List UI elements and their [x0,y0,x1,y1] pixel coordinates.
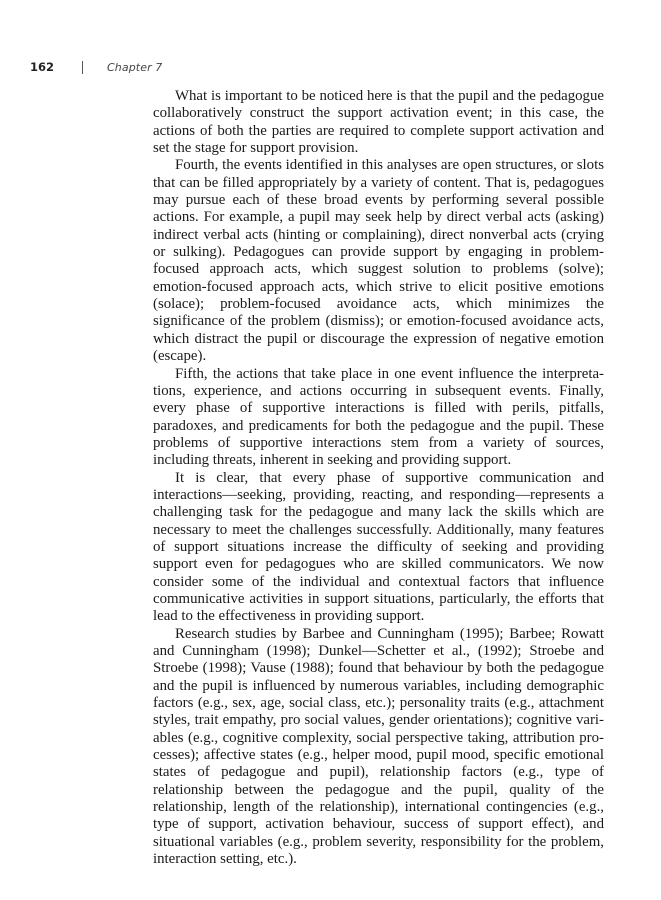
running-header [30,60,162,74]
header-divider [82,61,83,74]
paragraph: What is important to be noticed here is that the pupil and the pedagogue collaboratively construct the support activation event; in this case, the actions of both the parties are required to complete support activation and set the stage for support provision. [153,88,604,157]
page-number: 162 [30,60,55,74]
paragraph: It is clear, that every phase of supportive communication and interactions—seeking, providing, reacting, and responding—represents a challenging task for the pedagogue and many lack the skills which are necessary to meet the challenges successfully. Additionally, many features of support situations increase the difficulty of seeking and providing support even for pedagogues who are skilled communicators. We now consider some of the individual and contextual factors that influence communicative activities in support situations, particularly, the efforts that lead to the effectiveness in providing support. [153,469,604,625]
paragraph: Fifth, the actions that take place in one event influence the interpretations, experience, and actions occurring in subsequent events. Finally, every phase of supportive interactions is filled with perils, pitfalls, paradoxes, and predicaments for both the pedagogue and the pupil. These problems of supportive interactions stem from a variety of sources, including threats, inherent in seeking and providing support. [153,365,604,469]
paragraph: Research studies by Barbee and Cunningham (1995); Barbee; Rowatt and Cunningham (1998); Dunkel—Schetter et al., (1992); Stroebe and Stroebe (1998); Vause (1988); found that behaviour by both the pedagogue and the pupil is influenced by numerous variables, including demographic factors (e.g., sex, age, social class, etc.); personality traits (e.g., attachment styles, trait empathy, pro social values, gender orientations); cognitive variables (e.g., cognitive complexity, social perspective taking, attribution processes); affective states (e.g., helper mood, pupil mood, specific emotional states of pedagogue and pupil), relationship factors (e.g., type of relationship between the pedagogue and the pupil, quality of the relationship, length of the relationship), international contingencies (e.g., type of support, activation behaviour, success of support effect), and situational variables (e.g., problem severity, responsibility for the problem, interaction setting, etc.). [153,625,604,868]
paragraph: Fourth, the events identified in this analyses are open structures, or slots that can be filled appropriately by a variety of content. That is, pedagogues may pursue each of these broad events by performing several possible actions. For example, a pupil may seek help by direct verbal acts (asking) indirect verbal acts (hinting or complaining), direct nonverbal acts (crying or sulking). Pedagogues can provide support by engaging in problem-focused approach acts, which suggest solution to problems (solve); emotion-focused approach acts, which strive to elicit positive emotions (solace); problem-focused avoidance acts, which minimizes the significance of the problem (dismiss); or emotion-focused avoidance acts, which distract the pupil or discourage the expression of negative emotion (escape). [153,157,604,365]
chapter-title: Chapter 7 [107,60,163,74]
body-text [153,88,604,868]
